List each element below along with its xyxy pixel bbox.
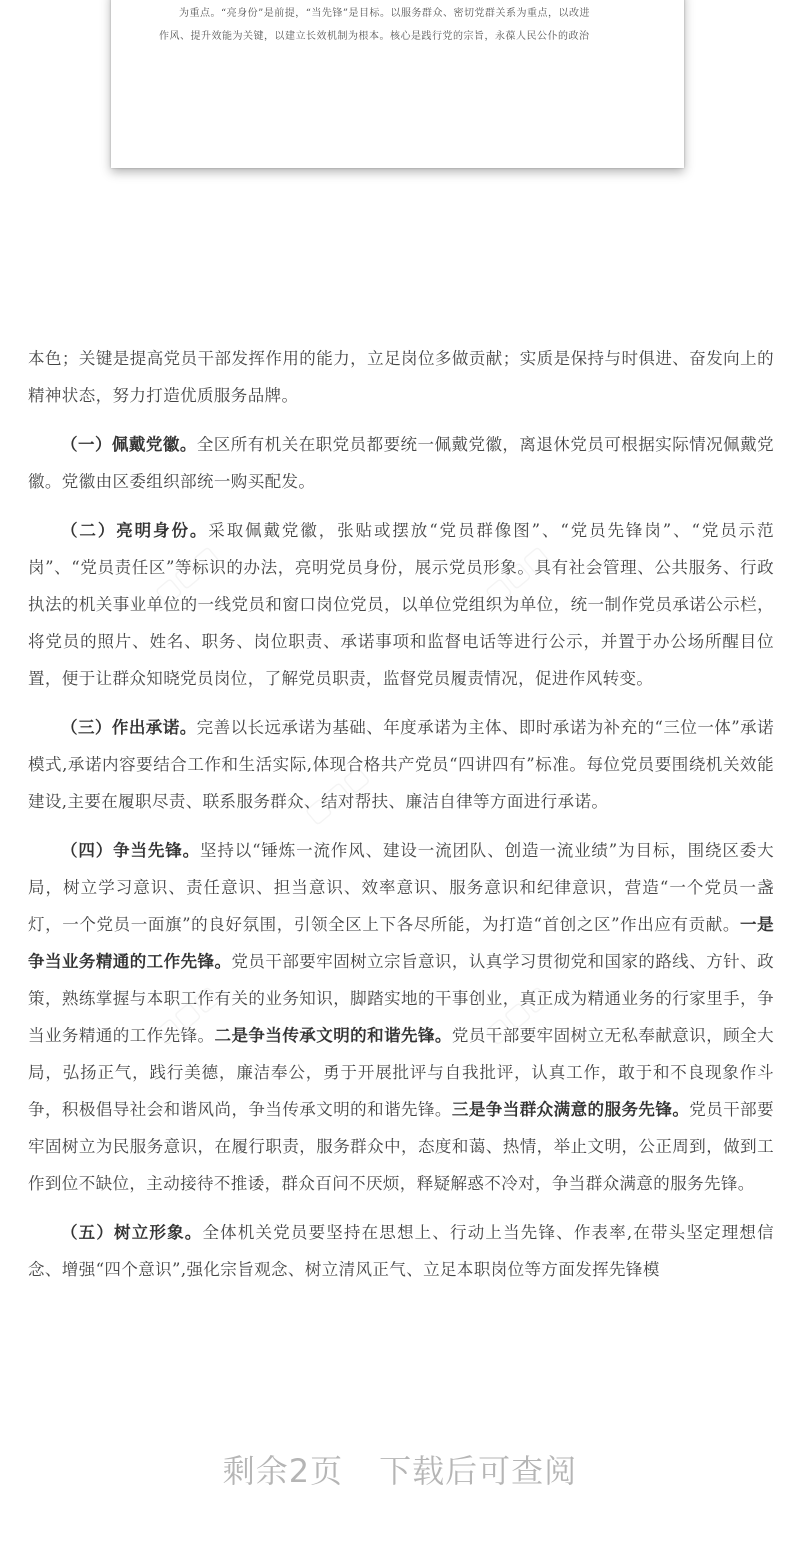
section-body: 党员干部要牢固树立为民服务意识，在履行职责，服务群众中，态度和蔼、热情，举止文明，公正周到，做到工作到位不缺位，主动接待不推诿，群众百问不厌烦，释疑解惑不冷对，争当群众满意的服务先锋。 <box>28 1100 775 1193</box>
preview-line: 作风、提升效能为关键，以建立长效机制为根本。核心是践行党的宗旨，永葆人民公仆的政治 <box>159 31 590 42</box>
section-body: 全体机关党员要坚持在思想上、行动上当先锋、作表率,在带头坚定理想信念、增强“四个意识”,强化宗旨观念、树立清风正气、立足本职岗位等方面发挥先锋模 <box>28 1223 774 1279</box>
section-heading: （三）作出承诺。 <box>61 718 197 737</box>
section-body: 党员干部要牢固树立无私奉献意识，顾全大局，弘扬正气，践行美德，廉洁奉公，勇于开展批评与自我批评，认真工作，敢于和不良现象作斗争，积极倡导社会和谐风尚，争当传承文明的和谐先锋。 <box>28 1026 774 1119</box>
section-heading: （二）亮明身份。 <box>61 521 209 540</box>
section-wear-badge <box>28 426 774 500</box>
download-prompt[interactable] <box>0 1445 800 1497</box>
emphasis-point: 二是争当传承文明的和谐先锋。 <box>214 1026 452 1045</box>
preview-line: 为重点。“亮身份”是前提，“当先锋”是目标。以服务群众、密切党群关系为重点，以改进 <box>179 8 590 19</box>
section-body: 全区所有机关在职党员都要统一佩戴党徽，离退休党员可根据实际情况佩戴党徽。党徽由区委组织部统一购买配发。 <box>28 435 774 491</box>
emphasis-point: 一是争当业务精通的工作先锋。 <box>28 915 774 971</box>
section-heading: （一）佩戴党徽。 <box>61 435 197 454</box>
section-be-vanguard <box>28 832 774 1202</box>
section-build-image <box>28 1214 774 1288</box>
preview-page-card <box>111 0 684 168</box>
remaining-pages-label: 剩余2页 <box>222 1452 344 1490</box>
preview-page-text <box>159 0 647 48</box>
section-show-identity <box>28 512 774 697</box>
section-body: 采取佩戴党徽，张贴或摆放“党员群像图”、“党员先锋岗”、“党员示范岗”、“党员责任区”等标识的办法，亮明党员身份，展示党员形象。具有社会管理、公共服务、行政执法的机关事业单位的一线党员和窗口岗位党员，以单位党组织为单位，统一制作党员承诺公示栏，将党员的照片、姓名、职务、岗位职责、承诺事项和监督电话等进行公示，并置于办公场所醒目位置，便于让群众知晓党员岗位，了解党员职责，监督党员履责情况，促进作风转变。 <box>28 521 774 688</box>
section-body: 完善以长远承诺为基础、年度承诺为主体、即时承诺为补充的“三位一体”承诺模式,承诺内容要结合工作和生活实际,体现合格共产党员“四讲四有”标准。每位党员要围绕机关效能建设,主要在履职尽责、联系服务群众、结对帮扶、廉洁自律等方面进行承诺。 <box>28 718 775 811</box>
section-body: 党员干部要牢固树立宗旨意识，认真学习贯彻党和国家的路线、方针、政策，熟练掌握与本职工作有关的业务知识，脚踏实地的干事创业，真正成为精通业务的行家里手，争当业务精通的工作先锋。 <box>28 952 774 1045</box>
section-heading: （四）争当先锋。 <box>61 841 200 860</box>
section-heading: （五）树立形象。 <box>61 1223 203 1242</box>
document-body <box>28 340 774 1288</box>
section-make-pledge <box>28 709 774 820</box>
emphasis-point: 三是争当群众满意的服务先锋。 <box>451 1100 690 1119</box>
intro-paragraph: 本色；关键是提高党员干部发挥作用的能力，立足岗位多做贡献；实质是保持与时俱进、奋发向上的精神状态，努力打造优质服务品牌。 <box>28 349 774 405</box>
download-to-view-label: 下载后可查阅 <box>379 1452 578 1490</box>
section-body: 坚持以“锤炼一流作风、建设一流团队、创造一流业绩”为目标，围绕区委大局，树立学习意识、责任意识、担当意识、效率意识、服务意识和纪律意识，营造“一个党员一盏灯，一个党员一面旗”的良好氛围，引领全区上下各尽所能，为打造“首创之区”作出应有贡献。 <box>28 841 774 934</box>
